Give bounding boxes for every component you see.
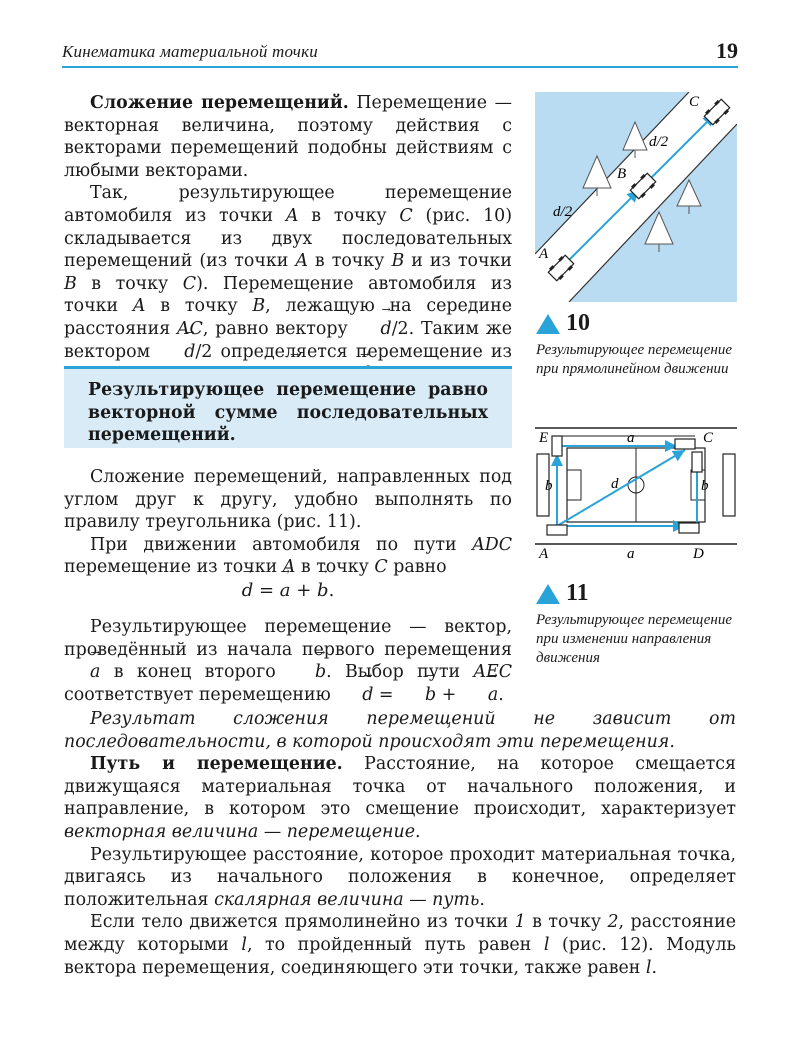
paragraph-path-adc: При движении автомобиля по пути ADC перемещение из точки A в точку C равно: [64, 534, 512, 578]
full-width-text: [64, 708, 736, 979]
section-lead: Сложение перемещений.: [90, 93, 349, 113]
paragraph-resultant: Результирующее перемещение — вектор, проведённый из начала первого перемещения → a в конец второго → b. Выбор пути AEC соответствует перемещению → d = → b + → a.: [64, 616, 512, 706]
paragraph-straight-line: Если тело движется прямолинейно из точки 1 в точку 2, расстояние между которыми l, то пройденный путь равен l (рис. 12). Модуль вектора перемещения, соединяющего эти точки, также равен l.: [64, 912, 736, 978]
label-c: C: [689, 94, 700, 110]
formula-d-a-b: → d = → a + → b.: [64, 580, 512, 601]
figure-11: [535, 426, 737, 560]
label-b: B: [617, 166, 627, 182]
caption-11: [536, 580, 736, 668]
figure-10: [535, 92, 737, 302]
caption-10: [536, 310, 736, 379]
left-column-3: [64, 616, 512, 706]
rule-box: [64, 366, 512, 448]
rule-text: Результирующее перемещение равно векторной сумме последовательных перемещений.: [88, 380, 488, 446]
figure-number: 10: [566, 310, 590, 336]
label-c: C: [703, 430, 714, 446]
label-vector-b: b: [701, 478, 709, 494]
triangle-marker-icon: [536, 314, 560, 334]
label-vector-a: a: [627, 430, 635, 446]
running-title: Кинематика материальной точки: [62, 42, 318, 61]
figure-caption: Результирующее перемещение при прямолинейном движении: [536, 342, 733, 377]
label-vector-a: a: [627, 546, 635, 560]
left-column: [64, 92, 512, 386]
label-d-half: d/2: [553, 204, 573, 220]
label-a: A: [539, 246, 549, 262]
figure-caption: Результирующее перемещение при изменении направления движения: [536, 612, 733, 666]
label-vector-b: b: [545, 478, 553, 494]
paragraph-distance: Результирующее расстояние, которое проходит материальная точка, двигаясь из начального положения в конечное, определяет положительная скалярная величина — путь.: [64, 844, 736, 910]
car-icon: [552, 436, 562, 456]
paragraph-triangle-rule: Сложение перемещений, направленных под углом друг к другу, удобно выполнять по правилу треугольника (рис. 11).: [64, 467, 512, 533]
car-icon: [675, 439, 695, 449]
vector-d: → d: [158, 341, 195, 364]
building: [723, 454, 735, 516]
page-header: [62, 38, 738, 68]
left-column-2: [64, 466, 512, 579]
car-icon: [547, 525, 567, 535]
label-vector-d: d: [611, 476, 619, 492]
car-icon: [679, 523, 699, 533]
label-a: A: [539, 546, 549, 560]
vector-d: → d: [355, 318, 392, 341]
paragraph-example: Так, результирующее перемещение автомобиля из точки A в точку C (рис. 10) складывается из двух последовательных перемещений (из точки A в точку B и из точки B в точку C). Перемещение автомобиля из точки A в точку B, лежащую на середине расстояния AC, равно вектору → d/2. Таким же вектором → d/2 определяется перемещение из →→: [64, 182, 512, 385]
label-d: D: [693, 546, 704, 560]
car-icon: [692, 452, 702, 472]
figure-number: 11: [566, 580, 589, 606]
italic-note: Результат сложения перемещений не зависит от последовательности, в которой происходят эти перемещения.: [64, 709, 736, 752]
label-e: E: [539, 430, 549, 446]
paragraph-addition: Сложение перемещений. Перемещение — векторная величина, поэтому действия с векторами перемещений подобны действиям с любыми векторами.: [64, 93, 512, 181]
label-d-half: d/2: [649, 134, 669, 150]
paragraph-path-displacement: Путь и перемещение. Расстояние, на которое смещается движущаяся материальная точка от начального положения, и направление, в котором это смещение происходит, характеризует векторная величина — перемещение.: [64, 754, 736, 842]
triangle-marker-icon: [536, 584, 560, 604]
page-number: 19: [716, 38, 738, 63]
